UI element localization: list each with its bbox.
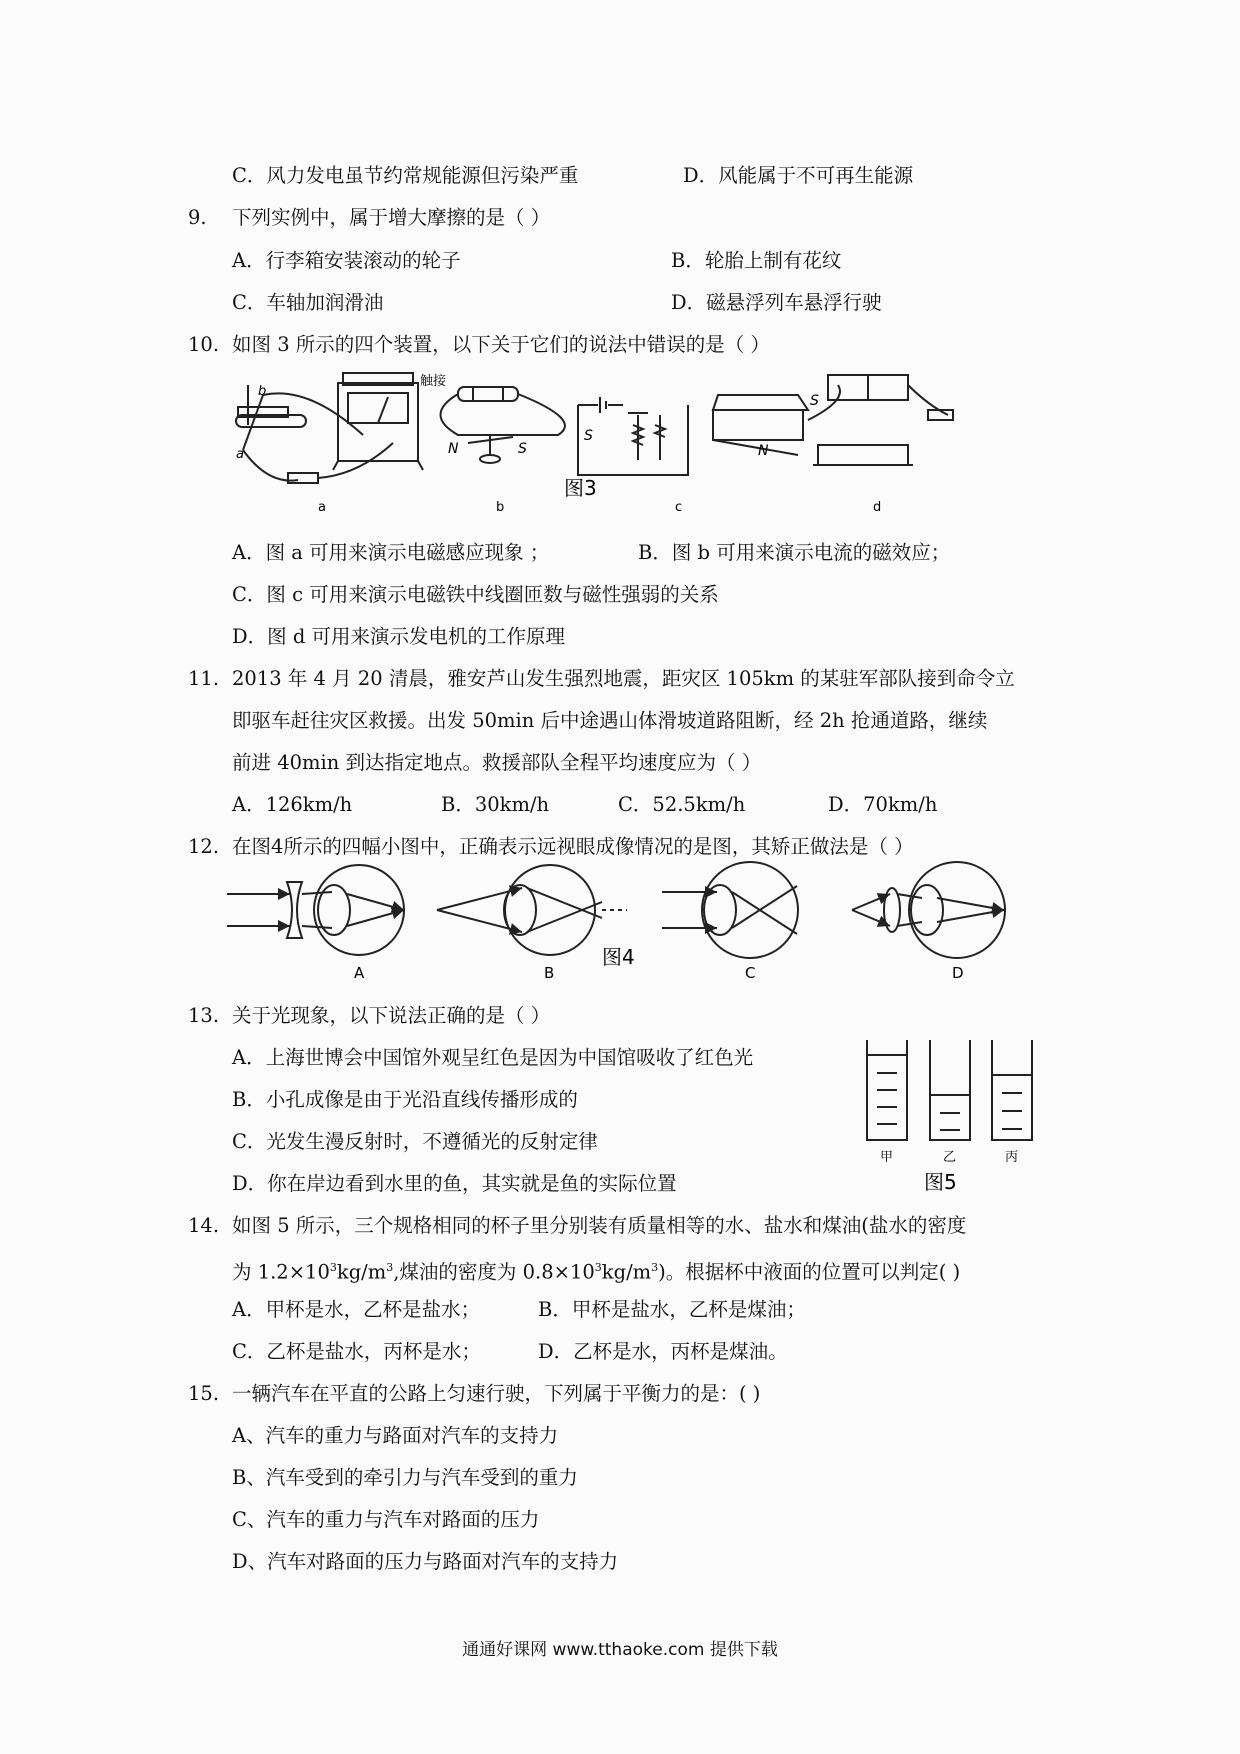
figure-3d-pole-n: N [758, 443, 769, 459]
figure-4-label-b: B [544, 964, 555, 982]
q13-option-c: C．光发生漫反射时，不遵循光的反射定律 [232, 1130, 598, 1153]
q13-option-a: A．上海世博会中国馆外观呈红色是因为中国馆吸收了红色光 [232, 1046, 754, 1069]
figure-3c-switch-s: S [584, 428, 593, 444]
q8-option-c: C．风力发电虽节约常规能源但污染严重 [232, 164, 579, 187]
q13-number: 13. [188, 1004, 220, 1027]
q11-line-3: 前进 40min 到达指定地点。救援部队全程平均速度应为（ ） [232, 751, 762, 774]
figure-5-title: 图5 [924, 1170, 957, 1194]
figure-4-eye-c [662, 862, 798, 958]
q15-number: 15. [188, 1382, 220, 1405]
q14-option-b: B．甲杯是盐水，乙杯是煤油； [538, 1298, 806, 1321]
q9-option-c: C．车轴加润滑油 [232, 291, 384, 314]
figure-5-cup-bing [992, 1040, 1032, 1140]
q12-number: 12. [188, 835, 220, 858]
q15-option-c: C、汽车的重力与汽车对路面的压力 [232, 1508, 540, 1531]
figure-5-cup-yi [930, 1040, 970, 1140]
figure-3d-pole-s: S [810, 393, 819, 409]
q14-line-2-part-4: kg/m [601, 1260, 652, 1284]
q14-option-d: D．乙杯是水，丙杯是煤油。 [538, 1340, 788, 1363]
q11-option-d: D．70km/h [828, 793, 938, 816]
q10-option-a: A．图 a 可用来演示电磁感应现象 ； [232, 541, 550, 564]
figure-4-label-c: C [745, 964, 756, 982]
q14-line-2 [232, 1255, 960, 1286]
q14-exp-4: 3 [651, 1261, 659, 1274]
figure-3-sub-d: d [873, 500, 882, 515]
q11-line-2: 即驱车赶往灾区救援。出发 50min 后中途遇山体滑坡道路阻断，经 2h 抢通道路，继续 [232, 709, 988, 732]
q10-option-b: B．图 b 可用来演示电流的磁效应； [638, 541, 951, 564]
figure-4-eye-d [852, 862, 1005, 958]
q14-exp-1: 3 [329, 1261, 337, 1274]
figure-3d-motor-rig [713, 375, 953, 465]
q11-option-c: C．52.5km/h [618, 793, 746, 816]
q10-stem: 如图 3 所示的四个装置，以下关于它们的说法中错误的是（ ） [232, 333, 771, 356]
figure-4-label-a: A [354, 964, 365, 982]
figure-3-title: 图3 [564, 476, 597, 500]
page-footer[interactable]: 通通好课网 www.tthaoke.com 提供下载 [462, 1640, 778, 1660]
figure-4 [222, 858, 1102, 990]
q14-number: 14. [188, 1214, 220, 1237]
q12-stem: 在图4所示的四幅小图中，正确表示远视眼成像情况的是图，其矫正做法是（ ） [232, 835, 914, 858]
figure-3 [228, 365, 1048, 525]
figure-4-title: 图4 [602, 945, 635, 969]
q11-line-1: 2013 年 4 月 20 清晨，雅安芦山发生强烈地震，距灾区 105km 的某驻军部队接到命令立 [232, 667, 1015, 690]
q9-option-b: B．轮胎上制有花纹 [671, 249, 842, 272]
figure-5-label-jia: 甲 [880, 1150, 894, 1165]
q9-option-a: A．行李箱安装滚动的轮子 [232, 249, 461, 272]
q14-exp-2: 3 [386, 1261, 394, 1274]
q11-option-a: A．126km/h [232, 793, 353, 816]
q14-line-2-part-2: kg/m [336, 1260, 387, 1284]
q14-option-a: A．甲杯是水，乙杯是盐水； [232, 1298, 481, 1321]
q15-option-b: B、汽车受到的牵引力与汽车受到的重力 [232, 1466, 578, 1489]
q10-number: 10. [188, 333, 220, 356]
q14-line-2-part-1: 为 1.2×10 [232, 1260, 330, 1284]
q9-option-d: D．磁悬浮列车悬浮行驶 [671, 291, 882, 314]
figure-5 [862, 1035, 1062, 1195]
q15-stem: 一辆汽车在平直的公路上匀速行驶，下列属于平衡力的是：( ) [232, 1382, 761, 1405]
q15-option-a: A、汽车的重力与路面对汽车的支持力 [232, 1424, 559, 1447]
q13-option-d: D．你在岸边看到水里的鱼，其实就是鱼的实际位置 [232, 1172, 677, 1195]
figure-3-sub-c: c [675, 500, 683, 515]
figure-3b-oersted [441, 387, 565, 463]
q9-number: 9. [188, 206, 207, 229]
q10-option-d: D．图 d 可用来演示发电机的工作原理 [232, 625, 566, 648]
figure-3b-pole-s: S [518, 441, 527, 457]
figure-3b-touch-label: 触接 [420, 374, 447, 389]
figure-5-label-yi: 乙 [943, 1150, 957, 1165]
q14-line-2-part-3: ,煤油的密度为 0.8×10 [393, 1260, 595, 1284]
figure-4-label-d: D [952, 964, 964, 982]
q13-stem: 关于光现象，以下说法正确的是（ ） [232, 1004, 551, 1027]
q11-option-b: B．30km/h [441, 793, 550, 816]
figure-3-sub-a: a [318, 500, 326, 515]
figure-5-label-bing: 丙 [1005, 1150, 1019, 1165]
figure-3a-wire-a: a [236, 447, 244, 462]
q14-line-1: 如图 5 所示，三个规格相同的杯子里分别装有质量相等的水、盐水和煤油(盐水的密度 [232, 1214, 967, 1237]
figure-3a-wire-b: b [258, 384, 267, 399]
q11-number: 11. [188, 667, 220, 690]
figure-3b-pole-n: N [448, 441, 459, 457]
figure-3c-electromagnet [578, 397, 688, 475]
figure-4-eye-a [227, 865, 404, 955]
figure-4-eye-b [437, 865, 627, 955]
q9-stem: 下列实例中，属于增大摩擦的是（ ） [232, 206, 551, 229]
q14-exp-3: 3 [594, 1261, 602, 1274]
figure-3-sub-b: b [496, 500, 505, 515]
q8-option-d: D．风能属于不可再生能源 [683, 164, 914, 187]
q15-option-d: D、汽车对路面的压力与路面对汽车的支持力 [232, 1550, 619, 1573]
q14-option-c: C．乙杯是盐水，丙杯是水； [232, 1340, 481, 1363]
q14-line-2-part-5: )。根据杯中液面的位置可以判定( ) [658, 1260, 961, 1284]
q10-option-c: C．图 c 可用来演示电磁铁中线圈匝数与磁性强弱的关系 [232, 583, 719, 606]
figure-5-cup-jia [867, 1040, 907, 1140]
q13-option-b: B．小孔成像是由于光沿直线传播形成的 [232, 1088, 578, 1111]
